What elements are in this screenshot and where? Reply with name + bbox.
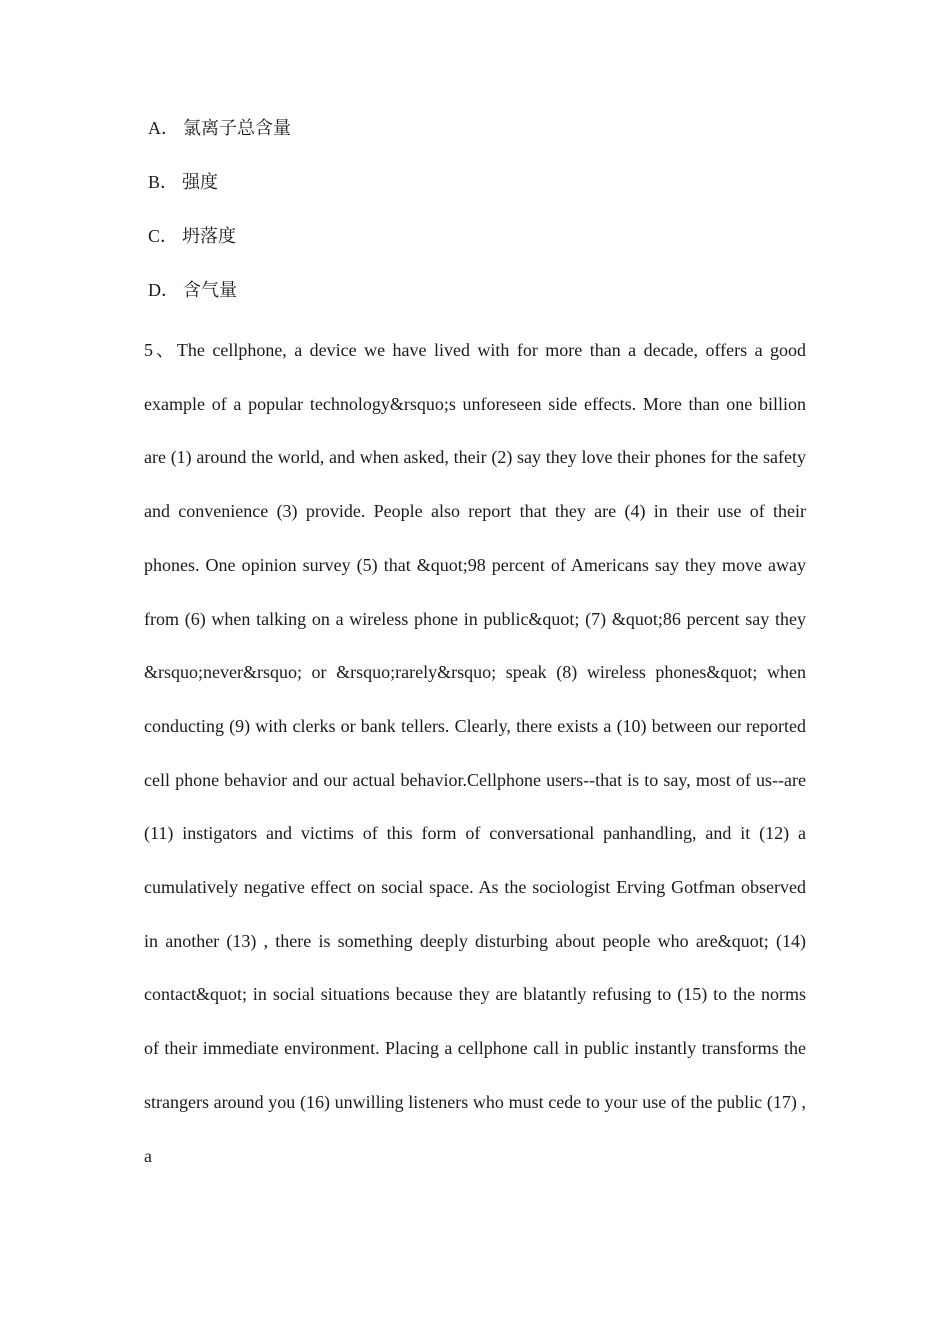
option-d bbox=[148, 280, 748, 300]
answer-options bbox=[148, 118, 748, 334]
option-letter: B． bbox=[148, 172, 179, 192]
option-a bbox=[148, 118, 748, 138]
option-text: 氯离子总含量 bbox=[183, 118, 291, 138]
option-letter: C． bbox=[148, 226, 179, 246]
option-text: 强度 bbox=[182, 172, 219, 192]
question-passage bbox=[144, 324, 806, 1183]
question-number: 5、 bbox=[144, 340, 177, 360]
passage-text: The cellphone, a device we have lived with for more than a decade, offers a good example of a popular technology&rsquo;s unforeseen side effects. More than one billion are (1) around the world, and when asked, their (2) say they love their phones for the safety and convenience (3) provide. People also report that they are (4) in their use of their phones. One opinion survey (5) that &quot;98 percent of Americans say they move away from (6) when talking on a wireless phone in public&quot; (7) &quot;86 percent say they &rsquo;never&rsquo; or &rsquo;rarely&rsquo; speak (8) wireless phones&quot; when conducting (9) with clerks or bank tellers. Clearly, there exists a (10) between our reported cell phone behavior and our actual behavior.Cellphone users--that is to say, most of us--are (11) instigators and victims of this form of conversational panhandling, and it (12) a cumulatively negative effect on social space. As the sociologist Erving Gotfman observed in another (13) , there is something deeply disturbing about people who are&quot; (14) contact&quot; in social situations because they are blatantly refusing to (15) to the norms of their immediate environment. Placing a cellphone call in public instantly transforms the strangers around you (16) unwilling listeners who must cede to your use of the public (17) , a bbox=[144, 340, 807, 1166]
option-text: 坍落度 bbox=[182, 226, 237, 246]
option-letter: A． bbox=[148, 118, 179, 138]
option-b bbox=[148, 172, 748, 192]
option-letter: D． bbox=[148, 280, 179, 300]
option-text: 含气量 bbox=[183, 280, 237, 300]
option-c bbox=[148, 226, 748, 246]
